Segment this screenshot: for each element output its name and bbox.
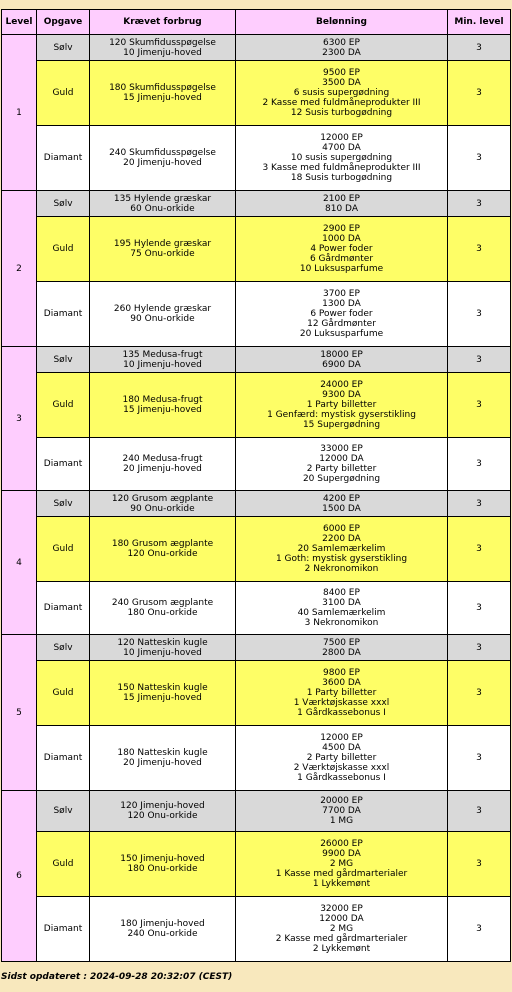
- min-level-cell: 3: [448, 282, 511, 347]
- reward-line: 1 Lykkemønt: [312, 879, 371, 889]
- min-level-cell: 3: [448, 347, 511, 373]
- reward-line: 4 Power foder: [310, 244, 373, 254]
- reward-line: 9300 DA: [322, 390, 361, 400]
- header-row: [2, 10, 511, 35]
- reward-line: 2 Kasse med fuldmåneprodukter III: [262, 98, 421, 108]
- reward-line: 24000 EP: [320, 380, 363, 390]
- reward-line: 2800 DA: [322, 647, 361, 658]
- reward-line: 3500 DA: [322, 78, 361, 88]
- required-line: 180 Skumfidusspøgelse: [109, 83, 216, 93]
- reward-cell: [236, 491, 448, 517]
- min-level-cell: 3: [448, 517, 511, 582]
- task-tier-cell: Sølv: [37, 347, 90, 373]
- table-row: [2, 832, 511, 897]
- level-cell: 5: [2, 635, 37, 791]
- reward-line: 12000 EP: [320, 733, 363, 743]
- reward-cell: [236, 517, 448, 582]
- reward-cell: [236, 61, 448, 126]
- required-line: 240 Medusa-frugt: [122, 454, 203, 464]
- reward-line: 2 MG: [329, 924, 354, 934]
- reward-line: 6900 DA: [322, 359, 361, 370]
- reward-line: 1500 DA: [322, 503, 361, 514]
- required-line: 120 Skumfidusspøgelse: [109, 37, 216, 48]
- required-line: 20 Jimenju-hoved: [123, 464, 202, 474]
- reward-line: 15 Supergødning: [302, 420, 381, 430]
- required-cell: [90, 791, 236, 832]
- reward-line: 12000 EP: [320, 133, 363, 143]
- task-tier-cell: Diamant: [37, 897, 90, 962]
- required-line: 120 Onu-orkide: [127, 811, 198, 821]
- task-tier-cell: Sølv: [37, 491, 90, 517]
- reward-line: 33000 EP: [320, 444, 363, 454]
- task-tier-cell: Sølv: [37, 791, 90, 832]
- reward-line: 3 Kasse med fuldmåneprodukter III: [262, 163, 421, 173]
- required-line: 180 Onu-orkide: [127, 608, 198, 618]
- reward-line: 6300 EP: [323, 37, 360, 48]
- required-cell: [90, 126, 236, 191]
- table-row: [2, 517, 511, 582]
- required-cell: [90, 217, 236, 282]
- required-line: 120 Natteskin kugle: [117, 637, 208, 648]
- required-cell: [90, 635, 236, 661]
- reward-line: 6000 EP: [323, 524, 360, 534]
- reward-line: 9900 DA: [322, 849, 361, 859]
- required-cell: [90, 347, 236, 373]
- reward-line: 9500 EP: [323, 68, 360, 78]
- required-cell: [90, 726, 236, 791]
- required-line: 120 Jimenju-hoved: [120, 801, 205, 811]
- reward-cell: [236, 373, 448, 438]
- header-level: Level: [2, 10, 37, 35]
- header-min-level: Min. level: [448, 10, 511, 35]
- table-row: [2, 661, 511, 726]
- table-row: [2, 897, 511, 962]
- required-cell: [90, 191, 236, 217]
- reward-line: 12000 DA: [319, 454, 364, 464]
- reward-line: 10 Luksusparfume: [299, 264, 384, 274]
- task-tier-cell: Guld: [37, 61, 90, 126]
- table-row: [2, 726, 511, 791]
- required-cell: [90, 832, 236, 897]
- header-reward: Belønning: [236, 10, 448, 35]
- reward-line: 10 susis supergødning: [290, 153, 393, 163]
- reward-cell: [236, 35, 448, 61]
- reward-line: 20 Luksusparfume: [299, 329, 384, 339]
- task-tier-cell: Guld: [37, 661, 90, 726]
- required-line: 180 Grusom ægplante: [111, 539, 214, 549]
- reward-line: 3 Nekronomikon: [304, 618, 379, 628]
- table-row: [2, 582, 511, 635]
- reward-line: 40 Samlemærkelim: [297, 608, 386, 618]
- required-line: 150 Jimenju-hoved: [120, 854, 205, 864]
- reward-cell: [236, 217, 448, 282]
- reward-cell: [236, 438, 448, 491]
- required-line: 120 Onu-orkide: [127, 549, 198, 559]
- reward-line: 1300 DA: [322, 299, 361, 309]
- quest-table: [1, 9, 511, 962]
- reward-cell: [236, 191, 448, 217]
- reward-line: 20000 EP: [320, 796, 363, 806]
- required-line: 120 Grusom ægplante: [111, 493, 214, 504]
- reward-line: 810 DA: [325, 203, 358, 214]
- min-level-cell: 3: [448, 191, 511, 217]
- reward-line: 8400 EP: [323, 588, 360, 598]
- task-tier-cell: Guld: [37, 217, 90, 282]
- required-line: 180 Onu-orkide: [127, 864, 198, 874]
- reward-cell: [236, 897, 448, 962]
- required-line: 20 Jimenju-hoved: [123, 758, 202, 768]
- min-level-cell: 3: [448, 217, 511, 282]
- min-level-cell: 3: [448, 635, 511, 661]
- required-cell: [90, 517, 236, 582]
- required-cell: [90, 582, 236, 635]
- reward-line: 1 Værktøjskasse xxxl: [293, 698, 390, 708]
- reward-line: 6 susis supergødning: [293, 88, 390, 98]
- required-cell: [90, 897, 236, 962]
- reward-line: 20 Samlemærkelim: [297, 544, 386, 554]
- reward-line: 4700 DA: [322, 143, 361, 153]
- level-cell: 4: [2, 491, 37, 635]
- required-line: 15 Jimenju-hoved: [123, 405, 202, 415]
- table-row: [2, 373, 511, 438]
- level-cell: 1: [2, 35, 37, 191]
- table-row: [2, 126, 511, 191]
- reward-line: 2 Kasse med gårdmarterialer: [275, 934, 408, 944]
- required-line: 150 Natteskin kugle: [117, 683, 208, 693]
- required-line: 15 Jimenju-hoved: [123, 93, 202, 103]
- reward-line: 2 MG: [329, 859, 354, 869]
- level-cell: 3: [2, 347, 37, 491]
- required-line: 180 Medusa-frugt: [122, 395, 203, 405]
- task-tier-cell: Sølv: [37, 635, 90, 661]
- min-level-cell: 3: [448, 491, 511, 517]
- table-row: [2, 217, 511, 282]
- required-line: 10 Jimenju-hoved: [123, 359, 202, 370]
- header-task: Opgave: [37, 10, 90, 35]
- reward-line: 4500 DA: [322, 743, 361, 753]
- reward-line: 2 Nekronomikon: [304, 564, 379, 574]
- min-level-cell: 3: [448, 582, 511, 635]
- reward-line: 6 Gårdmønter: [309, 254, 374, 264]
- required-line: 10 Jimenju-hoved: [123, 47, 202, 58]
- required-line: 180 Natteskin kugle: [117, 748, 208, 758]
- table-row: [2, 61, 511, 126]
- reward-line: 1 MG: [329, 816, 354, 826]
- reward-line: 1 Genfærd: mystisk gyserstikling: [267, 410, 416, 420]
- required-line: 15 Jimenju-hoved: [123, 693, 202, 703]
- reward-line: 12 Susis turbogødning: [290, 108, 393, 118]
- reward-line: 2300 DA: [322, 47, 361, 58]
- task-tier-cell: Diamant: [37, 282, 90, 347]
- reward-line: 7500 EP: [323, 637, 360, 648]
- min-level-cell: 3: [448, 35, 511, 61]
- reward-line: 18000 EP: [320, 349, 363, 360]
- min-level-cell: 3: [448, 438, 511, 491]
- required-line: 60 Onu-orkide: [130, 203, 195, 214]
- required-line: 180 Jimenju-hoved: [120, 919, 205, 929]
- required-line: 260 Hylende græskar: [113, 304, 212, 314]
- table-row: [2, 282, 511, 347]
- min-level-cell: 3: [448, 726, 511, 791]
- header-required: Krævet forbrug: [90, 10, 236, 35]
- required-line: 90 Onu-orkide: [130, 503, 195, 514]
- table-row: [2, 191, 511, 217]
- reward-cell: [236, 726, 448, 791]
- table-row: [2, 347, 511, 373]
- required-line: 10 Jimenju-hoved: [123, 647, 202, 658]
- min-level-cell: 3: [448, 832, 511, 897]
- reward-line: 3700 EP: [323, 289, 360, 299]
- reward-line: 2 Lykkemønt: [312, 944, 371, 954]
- reward-cell: [236, 661, 448, 726]
- table-row: [2, 635, 511, 661]
- reward-cell: [236, 832, 448, 897]
- required-line: 240 Skumfidusspøgelse: [109, 148, 216, 158]
- table-row: [2, 35, 511, 61]
- reward-line: 12 Gårdmønter: [307, 319, 376, 329]
- reward-line: 2 Værktøjskasse xxxl: [293, 763, 390, 773]
- task-tier-cell: Diamant: [37, 582, 90, 635]
- task-tier-cell: Sølv: [37, 191, 90, 217]
- required-cell: [90, 661, 236, 726]
- required-cell: [90, 373, 236, 438]
- min-level-cell: 3: [448, 373, 511, 438]
- table-body: [2, 35, 511, 962]
- required-cell: [90, 282, 236, 347]
- required-line: 135 Hylende græskar: [113, 193, 212, 204]
- reward-line: 26000 EP: [320, 839, 363, 849]
- reward-cell: [236, 635, 448, 661]
- reward-line: 3600 DA: [322, 678, 361, 688]
- reward-line: 2900 EP: [323, 224, 360, 234]
- required-cell: [90, 35, 236, 61]
- reward-cell: [236, 347, 448, 373]
- required-cell: [90, 438, 236, 491]
- table-row: [2, 438, 511, 491]
- reward-line: 1 Goth: mystisk gyserstikling: [275, 554, 408, 564]
- required-cell: [90, 61, 236, 126]
- reward-cell: [236, 791, 448, 832]
- reward-line: 1 Gårdkassebonus I: [297, 773, 386, 783]
- task-tier-cell: Guld: [37, 832, 90, 897]
- reward-line: 1 Party billetter: [306, 688, 377, 698]
- reward-line: 1000 DA: [322, 234, 361, 244]
- reward-line: 18 Susis turbogødning: [290, 173, 393, 183]
- task-tier-cell: Diamant: [37, 438, 90, 491]
- min-level-cell: 3: [448, 791, 511, 832]
- reward-line: 1 Party billetter: [306, 400, 377, 410]
- task-tier-cell: Sølv: [37, 35, 90, 61]
- required-line: 90 Onu-orkide: [130, 314, 195, 324]
- min-level-cell: 3: [448, 897, 511, 962]
- reward-cell: [236, 282, 448, 347]
- required-cell: [90, 491, 236, 517]
- required-line: 240 Grusom ægplante: [111, 598, 214, 608]
- reward-line: 2100 EP: [323, 193, 360, 204]
- reward-line: 1 Kasse med gårdmarterialer: [275, 869, 408, 879]
- last-updated: Sidst opdateret : 2024-09-28 20:32:07 (CEST): [1, 972, 233, 982]
- reward-line: 9800 EP: [323, 668, 360, 678]
- task-tier-cell: Guld: [37, 517, 90, 582]
- reward-line: 3100 DA: [322, 598, 361, 608]
- min-level-cell: 3: [448, 661, 511, 726]
- required-line: 20 Jimenju-hoved: [123, 158, 202, 168]
- reward-line: 6 Power foder: [310, 309, 373, 319]
- level-cell: 2: [2, 191, 37, 347]
- reward-line: 2200 DA: [322, 534, 361, 544]
- reward-line: 2 Party billetter: [306, 464, 377, 474]
- reward-line: 20 Supergødning: [302, 474, 381, 484]
- level-cell: 6: [2, 791, 37, 962]
- min-level-cell: 3: [448, 61, 511, 126]
- min-level-cell: 3: [448, 126, 511, 191]
- reward-line: 12000 DA: [319, 914, 364, 924]
- required-line: 195 Hylende græskar: [113, 239, 212, 249]
- required-line: 75 Onu-orkide: [130, 249, 195, 259]
- reward-line: 4200 EP: [323, 493, 360, 504]
- required-line: 135 Medusa-frugt: [122, 349, 203, 360]
- task-tier-cell: Diamant: [37, 126, 90, 191]
- table-row: [2, 491, 511, 517]
- table-row: [2, 791, 511, 832]
- reward-line: 32000 EP: [320, 904, 363, 914]
- task-tier-cell: Diamant: [37, 726, 90, 791]
- reward-line: 2 Party billetter: [306, 753, 377, 763]
- reward-cell: [236, 582, 448, 635]
- reward-cell: [236, 126, 448, 191]
- task-tier-cell: Guld: [37, 373, 90, 438]
- required-line: 240 Onu-orkide: [127, 929, 198, 939]
- reward-line: 1 Gårdkassebonus I: [297, 708, 386, 718]
- reward-line: 7700 DA: [322, 806, 361, 816]
